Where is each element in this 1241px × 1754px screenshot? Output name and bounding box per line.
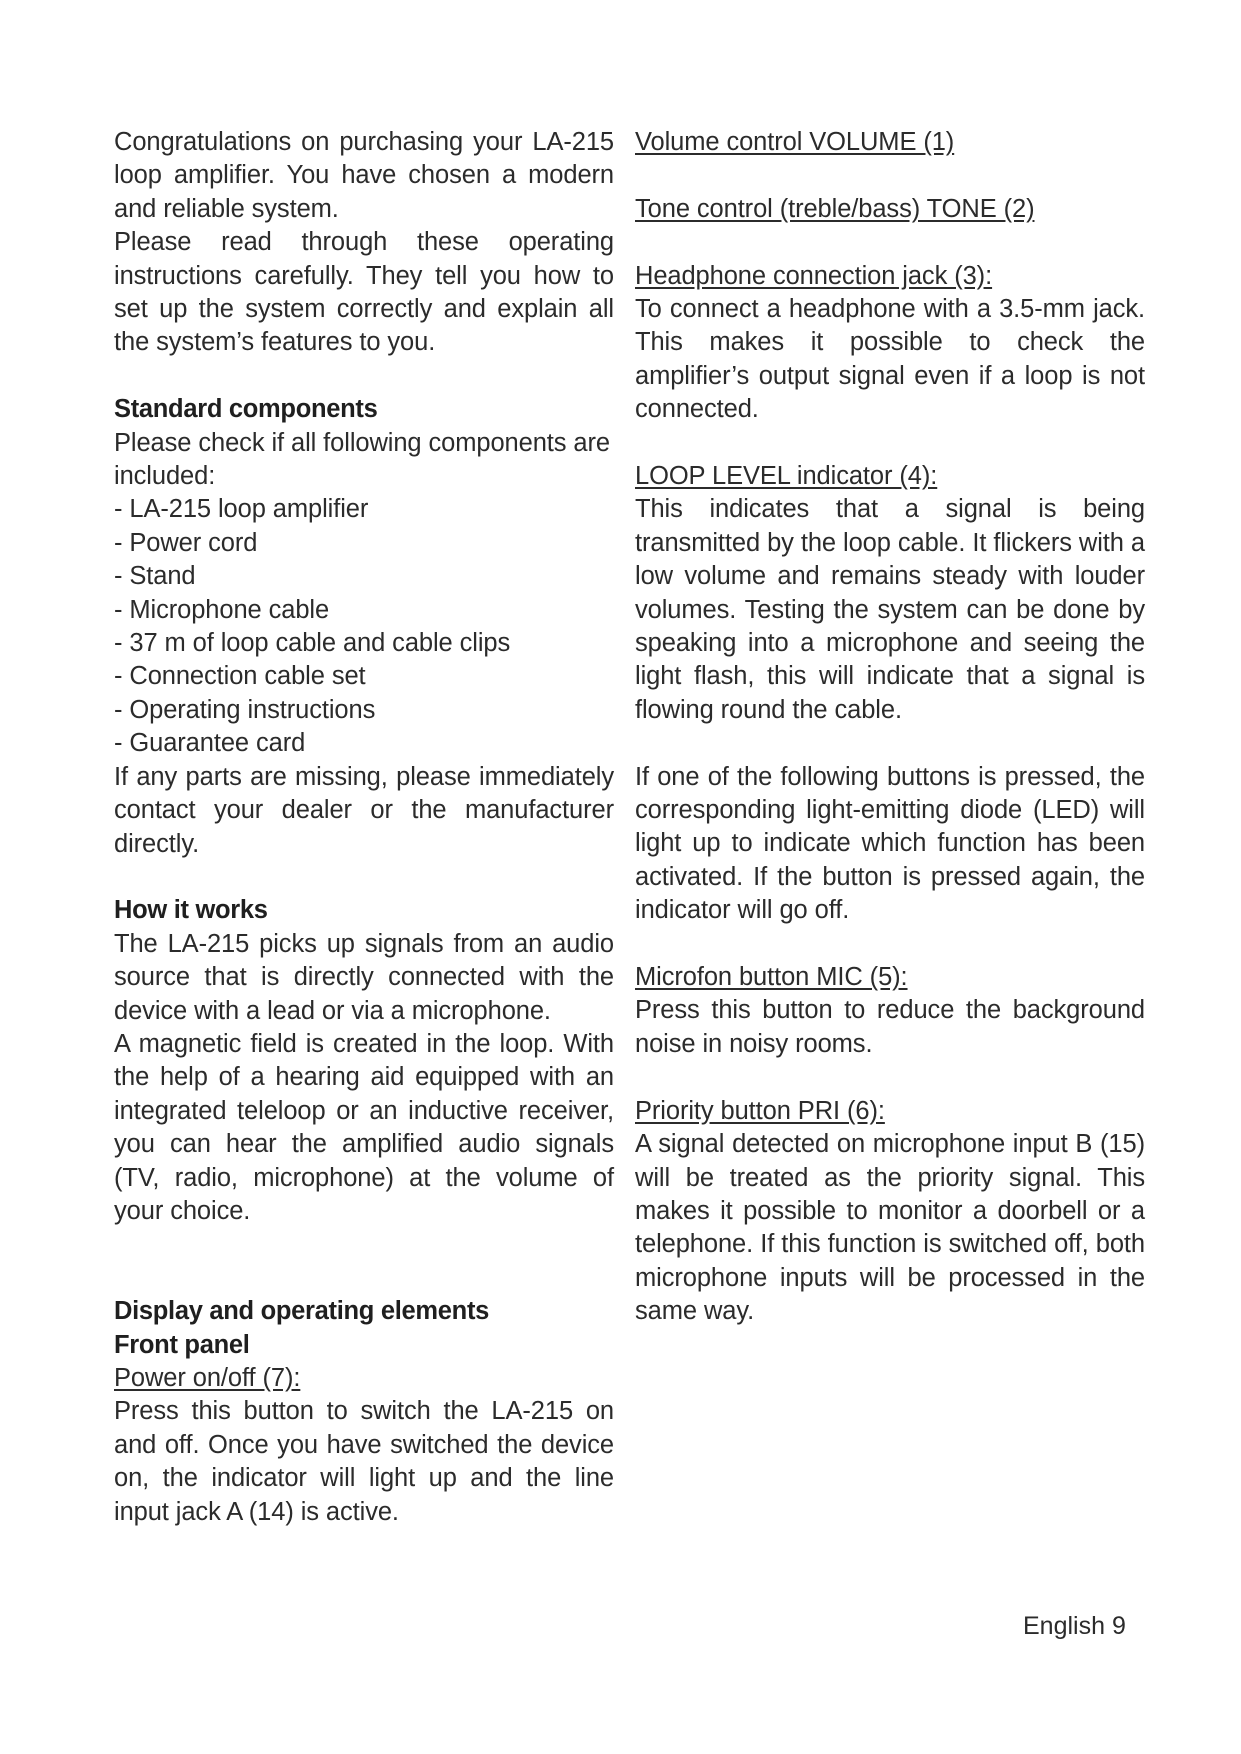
loop-level-label: LOOP LEVEL indicator (4): bbox=[635, 462, 938, 491]
headphone-label: Headphone connection jack (3): bbox=[635, 261, 993, 290]
volume-label: Volume control VOLUME (1) bbox=[635, 128, 955, 156]
tone-label: Tone control (treble/bass) TONE (2) bbox=[635, 194, 1035, 223]
power-label: Power on/off (7): bbox=[114, 1363, 301, 1392]
components-intro: Please check if all following components are included: bbox=[114, 428, 610, 491]
list-item: - 37 m of loop cable and cable clips bbox=[114, 629, 511, 658]
loop-level-description: This indicates that a signal is being transmitted by the loop cable. It flickers with a low volume and remains steady with louder volumes. Testing the system can be done by speaking into a microphone and seeing the light flash, this will indicate that a signal is flowing round the cable. bbox=[635, 495, 1145, 724]
list-item: - Operating instructions bbox=[114, 695, 376, 724]
components-list bbox=[114, 493, 614, 760]
list-item: - Power cord bbox=[114, 528, 258, 557]
intro-paragraph: Congratulations on purchasing your LA-215 loop amplifier. You have chosen a modern and reliable system. bbox=[114, 128, 614, 223]
power-description: Press this button to switch the LA-215 on and off. Once you have switched the device on, the indicator will light up and the line input jack A (14) is active. bbox=[114, 1397, 614, 1526]
front-panel-heading: Front panel bbox=[114, 1330, 250, 1359]
list-item: - Stand bbox=[114, 562, 196, 591]
left-column bbox=[114, 126, 614, 1529]
list-item: - Microphone cable bbox=[114, 595, 330, 624]
right-column bbox=[635, 126, 1145, 1329]
mic-label: Microfon button MIC (5): bbox=[635, 963, 908, 992]
how-it-works-paragraph-1: The LA-215 picks up signals from an audio source that is directly connected with the device with a lead or via a microphone. bbox=[114, 929, 614, 1025]
list-item: - Connection cable set bbox=[114, 662, 366, 691]
buttons-intro: If one of the following buttons is pressed, the corresponding light-emitting diode (LED) will light up to indicate which function has been activated. If the button is pressed again, the indicator will go off. bbox=[635, 762, 1145, 925]
priority-description: A signal detected on microphone input B (15) will be treated as the priority signal. This makes it possible to monitor a doorbell or a telephone. If this function is switched off, both microphone inputs will be processed in the same way. bbox=[635, 1130, 1145, 1326]
page-number: English 9 bbox=[1023, 1612, 1126, 1640]
missing-parts-note: If any parts are missing, please immediately contact your dealer or the manufacturer directly. bbox=[114, 762, 614, 858]
headphone-description: To connect a headphone with a 3.5-mm jack. This makes it possible to check the amplifier’s output signal even if a loop is not connected. bbox=[635, 295, 1145, 424]
how-it-works-heading: How it works bbox=[114, 896, 268, 925]
how-it-works-paragraph-2: A magnetic field is created in the loop. With the help of a hearing aid equipped with an integrated teleloop or an inductive receiver, you can hear the amplified audio signals (TV, radio, microphone) at the volume of your choice. bbox=[114, 1029, 614, 1225]
priority-label: Priority button PRI (6): bbox=[635, 1096, 885, 1125]
mic-description: Press this button to reduce the background noise in noisy rooms. bbox=[635, 996, 1145, 1058]
list-item: - Guarantee card bbox=[114, 729, 306, 758]
display-elements-heading: Display and operating elements bbox=[114, 1297, 490, 1326]
instructions-paragraph: Please read through these operating instructions carefully. They tell you how to set up the system correctly and explain all the system’s features to you. bbox=[114, 228, 614, 357]
list-item: - LA-215 loop amplifier bbox=[114, 495, 369, 524]
standard-components-heading: Standard components bbox=[114, 395, 378, 424]
